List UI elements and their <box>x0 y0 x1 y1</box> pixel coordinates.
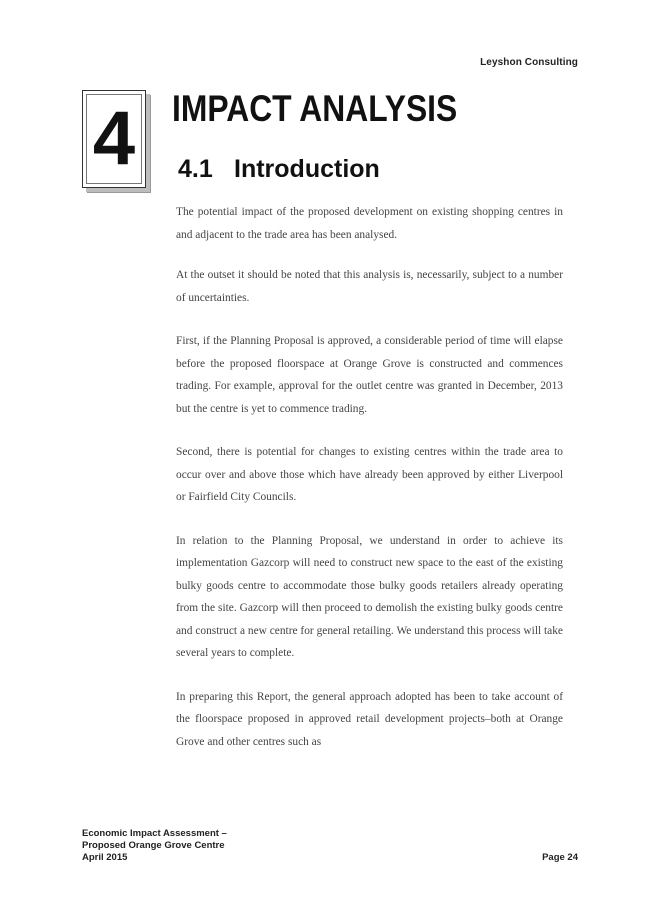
paragraph: The potential impact of the proposed development on existing shopping centres in and adjacent to the trade area has been analysed. <box>176 206 563 241</box>
footer-date: April 2015 <box>82 852 128 863</box>
header-company: Leyshon Consulting <box>480 57 578 68</box>
chapter-title: IMPACT ANALYSIS <box>172 88 458 129</box>
footer-line: Economic Impact Assessment – <box>82 828 227 839</box>
paragraph: Second, there is potential for changes to existing centres within the trade area to occur over and above those which have already been approved by either Liverpool or Fairfield City Councils. <box>176 446 563 503</box>
section-title: Introduction <box>234 155 380 183</box>
chapter-number-box <box>82 90 146 188</box>
paragraph: First, if the Planning Proposal is approved, a considerable period of time will elapse before the proposed floorspace at Orange Grove is constructed and commences trading. For example, approval for the outlet centre was granted in December, 2013 but the centre is yet to commence trading. <box>176 335 563 415</box>
footer-line: Proposed Orange Grove Centre <box>82 840 225 851</box>
chapter-number: 4 <box>92 96 136 181</box>
paragraph: In relation to the Planning Proposal, we understand in order to achieve its implementation Gazcorp will need to construct new space to the east of the existing bulky goods centre to accommodate those bulky goods retailers already operating from the site. Gazcorp will then proceed to demolish the existing bulky goods centre and construct a new centre for general retailing. We understand this process will take several years to complete. <box>176 534 563 659</box>
page-number: Page 24 <box>542 852 578 863</box>
footer-document-info <box>82 828 227 864</box>
paragraph: At the outset it should be noted that this analysis is, necessarily, subject to a number of uncertainties. <box>176 269 563 304</box>
body-text <box>176 201 563 774</box>
paragraph: In preparing this Report, the general approach adopted has been to take account of the floorspace proposed in approved retail development projects–both at Orange Grove and other centres such as <box>176 690 563 748</box>
section-heading <box>178 155 380 184</box>
section-number: 4.1 <box>178 155 213 183</box>
